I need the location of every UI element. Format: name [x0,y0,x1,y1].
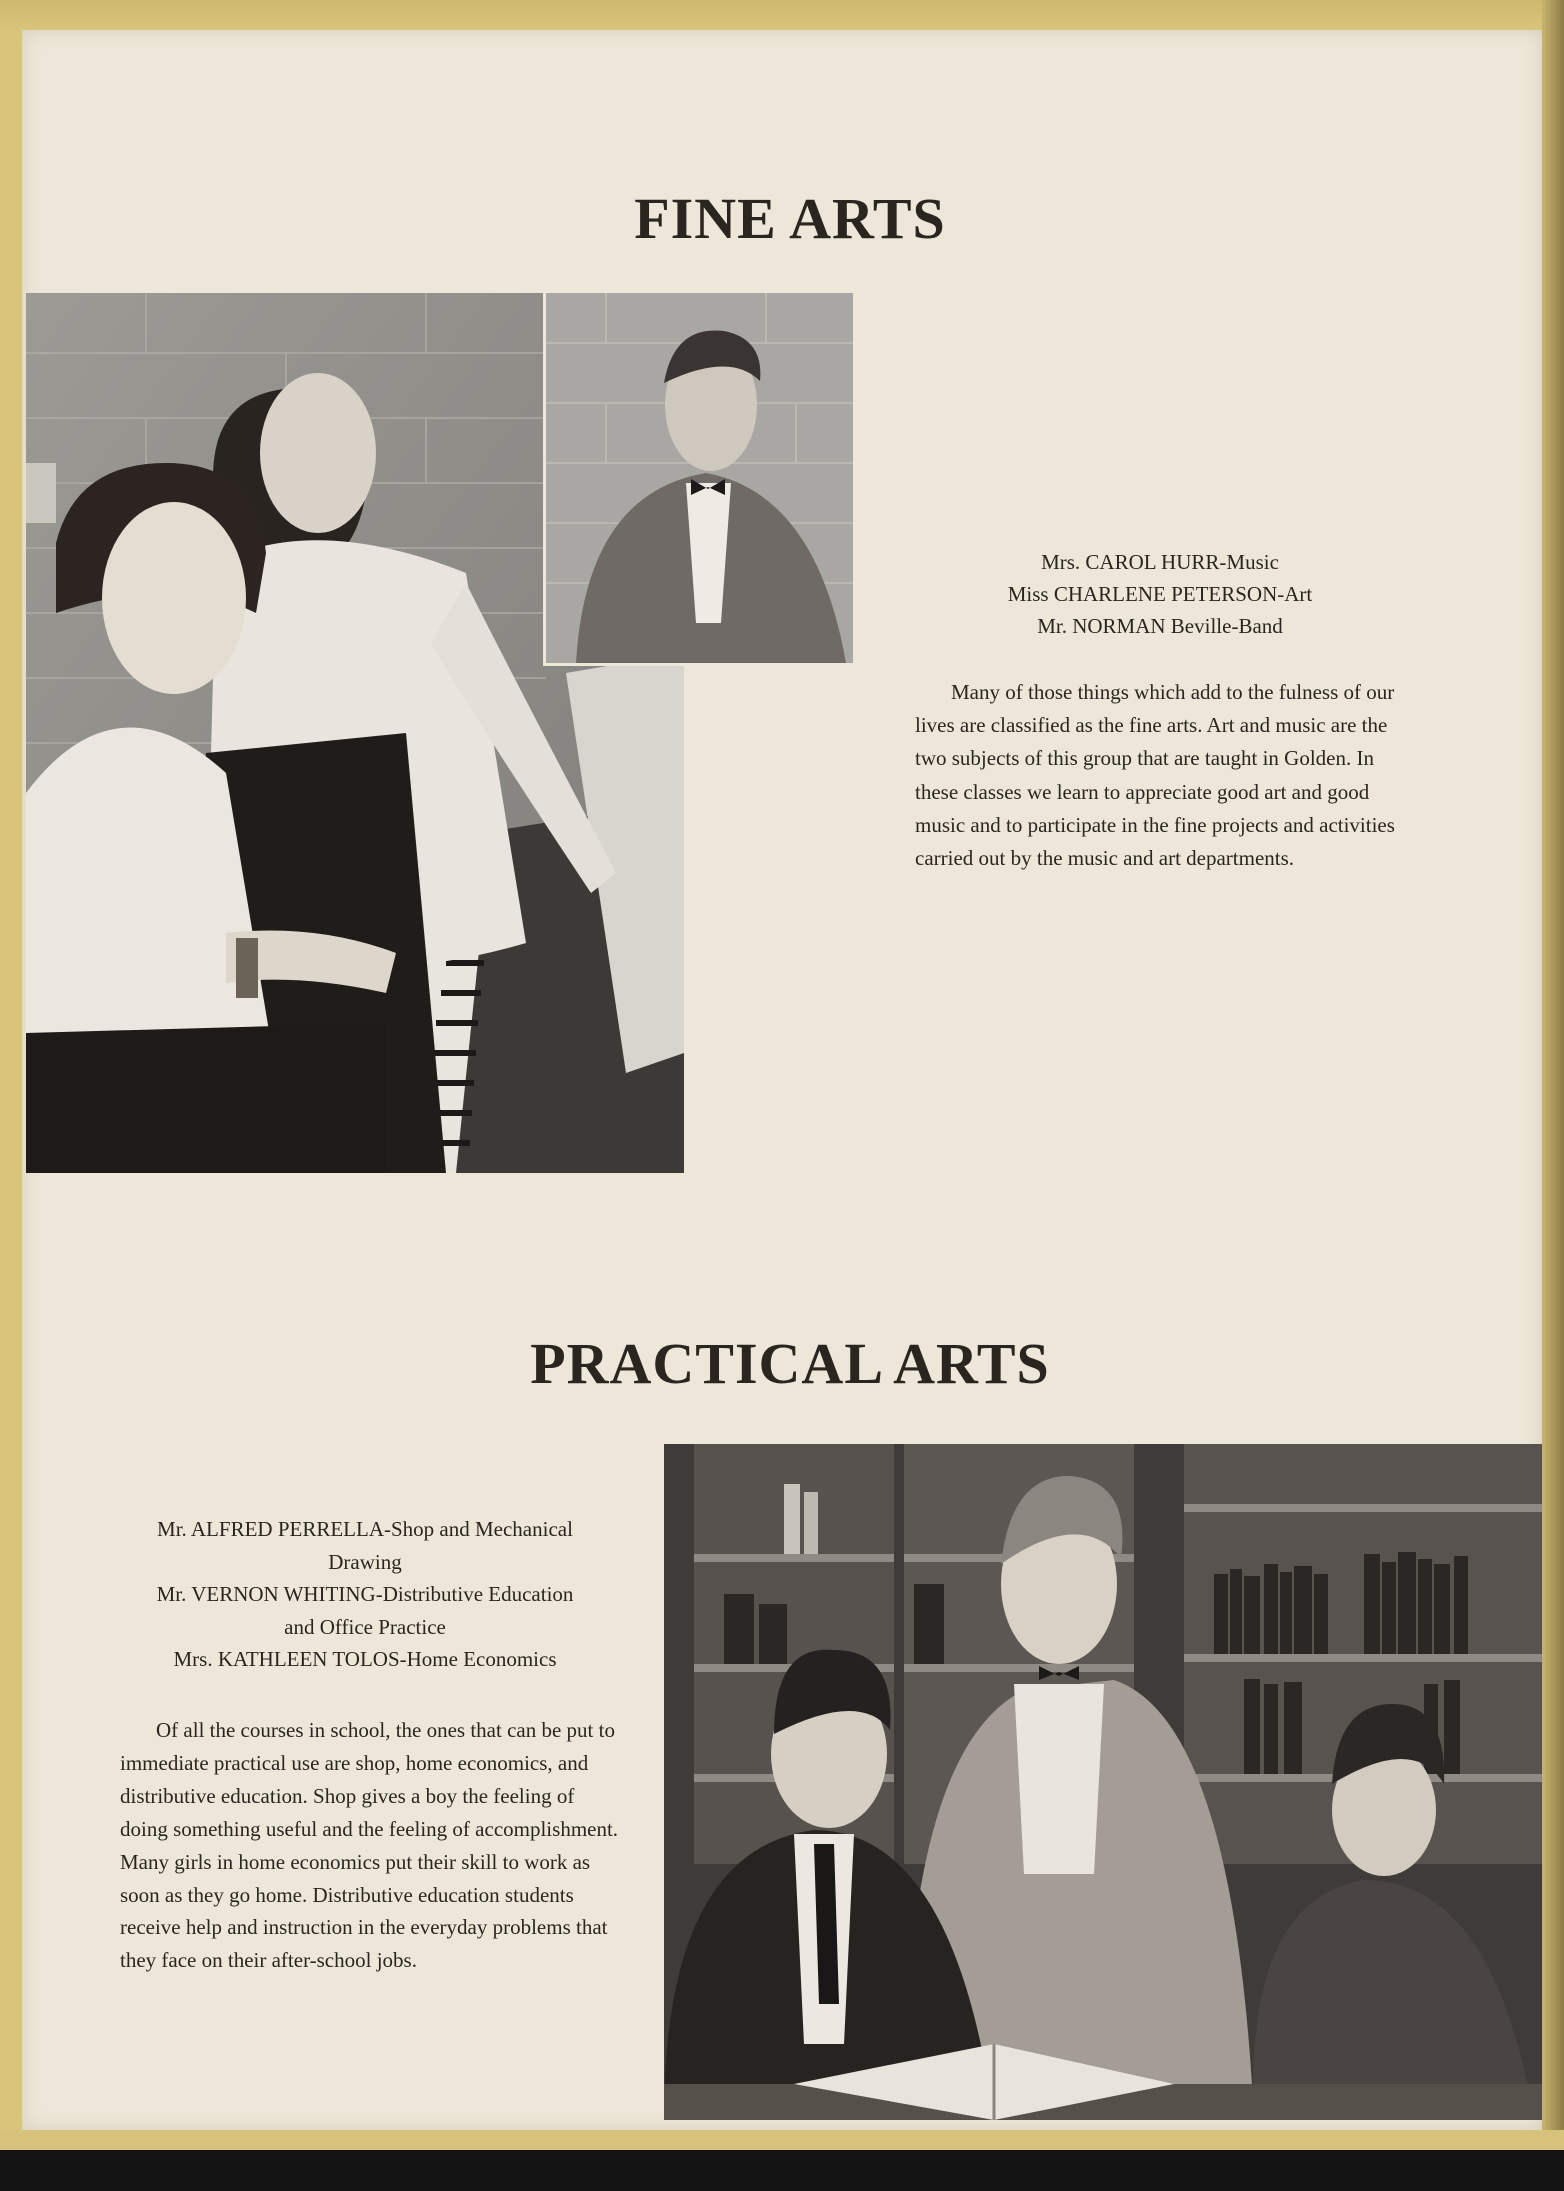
faculty-line: Miss CHARLENE PETERSON-Art [1007,582,1313,606]
practical-arts-description: Of all the courses in school, the ones that can be put to immediate practical use are shop, home economics, and distributive education. Shop gives a boy the feeling of doing something useful and the feeling of accomplishment. Many girls in home economics put their skill to work as soon as they go home. Distributive education students receive help and instruction in the everyday problems that they face on their after-school jobs. [120,1718,619,1973]
fine-arts-faculty-list [940,546,1380,642]
faculty-line: Mrs. KATHLEEN TOLOS-Home Economics [173,1647,557,1672]
faculty-line: Mr. ALFRED PERRELLA-Shop and Mechanical Drawing [157,1517,573,1574]
binding-top-edge [0,0,1564,30]
fine-arts-description: Many of those things which add to the fulness of our lives are classified as the fine arts. Art and music are the two subjects of this group that are taught in Golden. In these classes we learn to appreciate good art and good music and to participate in the fine projects and activities carried out by the music and art departments. [915,680,1395,871]
practical-arts-heading: PRACTICAL ARTS [530,1331,1050,1396]
photo-practical-arts-teachers-in-library [664,1444,1542,2120]
faculty-line: Mrs. CAROL HURR-Music [1041,550,1279,574]
fine-arts-heading: FINE ARTS [634,186,946,251]
faculty-line: Mr. NORMAN Beville-Band [1037,614,1283,638]
binding-right-edge [1542,0,1564,2191]
photo-band-director-portrait [546,293,853,663]
practical-arts-faculty-list [115,1513,615,1676]
binding-bottom-edge [0,2130,1564,2150]
faculty-line: Mr. VERNON WHITING-Distributive Education and Office Practice [156,1582,574,1639]
scan-bottom-shadow [0,2150,1564,2191]
